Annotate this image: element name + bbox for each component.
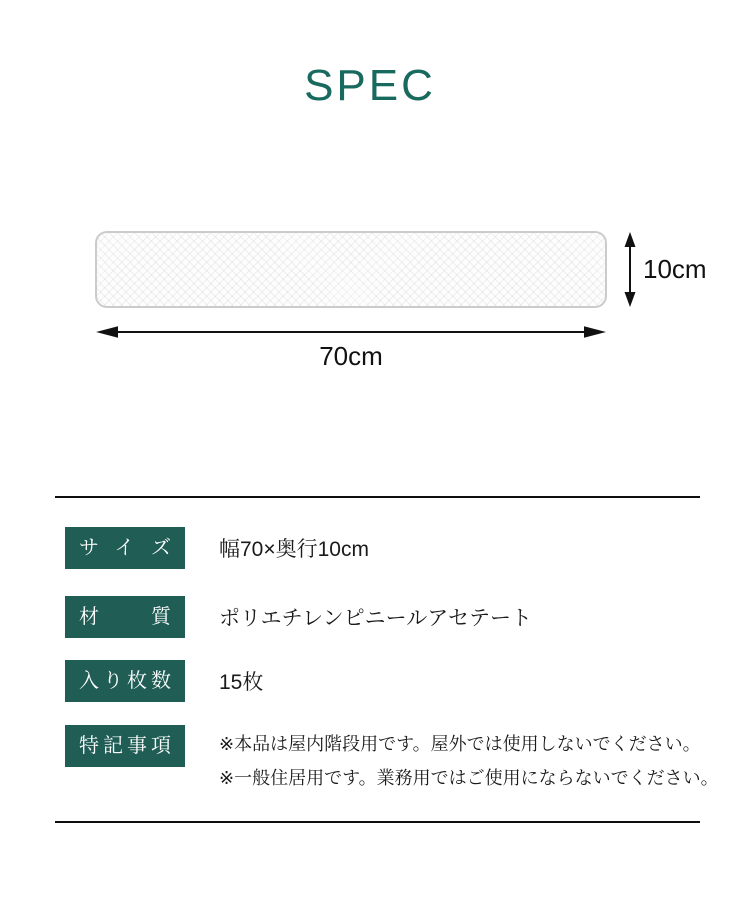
spec-row-size [65, 527, 369, 569]
spec-row-label: 材質 [65, 596, 185, 638]
width-arrow-icon [95, 323, 607, 341]
divider-bottom [55, 821, 700, 823]
product-strip-image [95, 231, 607, 308]
height-arrow-icon [621, 231, 639, 308]
spec-row-value: ポリエチレンピニールアセテート [219, 607, 533, 630]
spec-row-label: 特記事項 [65, 725, 185, 767]
spec-row-label: 入り枚数 [65, 660, 185, 702]
spec-row-sheet-count [65, 660, 263, 702]
divider-top [55, 496, 700, 498]
spec-row-value: 15枚 [219, 671, 264, 694]
spec-note-line: ※一般住居用です。業務用ではご使用にならないでください。 [219, 768, 719, 788]
spec-row-notes [219, 727, 719, 795]
spec-note-line: ※本品は屋内階段用です。屋外では使用しないでください。 [219, 734, 701, 754]
spec-row-label: サイズ [65, 527, 185, 569]
spec-row-special-notes [65, 725, 719, 795]
page-title: SPEC [304, 61, 436, 110]
width-dimension-label: 70cm [319, 341, 383, 371]
height-dimension-label: 10cm [643, 254, 707, 284]
spec-row-material [65, 596, 532, 638]
spec-row-value: 幅70×奥行10cm [219, 538, 369, 561]
